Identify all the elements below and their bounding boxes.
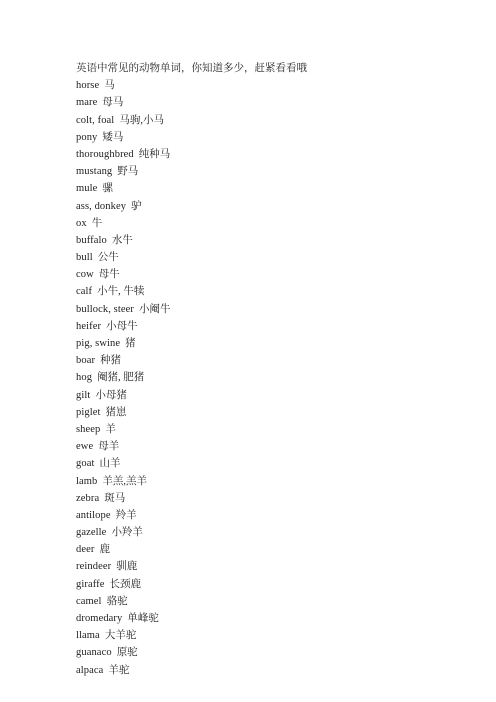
chinese-meaning: 羚羊 [115, 509, 137, 521]
english-word: antilope [76, 509, 111, 521]
vocab-entry [76, 180, 456, 197]
chinese-meaning: 阉猪, 肥猪 [97, 372, 145, 384]
vocab-entry [76, 146, 456, 163]
document-content [76, 60, 456, 679]
vocab-entry [76, 524, 456, 541]
english-word: goat [76, 458, 95, 470]
english-word: dromedary [76, 613, 123, 624]
vocab-entry [76, 662, 456, 679]
vocab-entry [76, 627, 456, 644]
chinese-meaning: 羊羔,羔羊 [102, 475, 148, 487]
vocab-entry [76, 94, 456, 111]
english-word: alpaca [76, 664, 104, 676]
english-word: ewe [76, 441, 94, 453]
english-word: llama [76, 630, 100, 642]
english-word: colt, foal [76, 114, 115, 126]
english-word: hog [76, 372, 93, 384]
vocab-entry [76, 644, 456, 661]
chinese-meaning: 鹿 [99, 544, 110, 556]
document-title: 英语中常见的动物单词，你知道多少，赶紧看看哦 [76, 63, 307, 74]
chinese-meaning: 母羊 [98, 441, 120, 453]
english-word: cow [76, 269, 94, 281]
english-word: horse [76, 80, 100, 92]
vocab-entry [76, 387, 456, 404]
english-word: thoroughbred [76, 148, 134, 160]
chinese-meaning: 野马 [117, 166, 139, 178]
vocab-entry [76, 352, 456, 369]
vocab-entry [76, 301, 456, 318]
english-word: giraffe [76, 578, 105, 590]
vocab-entry [76, 232, 456, 249]
chinese-meaning: 羊 [105, 423, 116, 435]
vocab-entry [76, 215, 456, 232]
vocab-entry [76, 421, 456, 438]
chinese-meaning: 骡 [102, 183, 113, 195]
english-word: mustang [76, 166, 113, 178]
vocab-entry [76, 198, 456, 215]
vocab-entry [76, 455, 456, 472]
chinese-meaning: 驴 [131, 200, 142, 212]
vocabulary-list [76, 77, 456, 679]
vocab-entry [76, 335, 456, 352]
english-word: reindeer [76, 561, 112, 573]
vocab-entry [76, 593, 456, 610]
vocab-entry [76, 318, 456, 335]
chinese-meaning: 山羊 [99, 458, 121, 470]
vocab-entry [76, 163, 456, 180]
chinese-meaning: 小牛, 牛犊 [97, 286, 145, 298]
chinese-meaning: 长颈鹿 [109, 578, 141, 590]
english-word: mule [76, 183, 98, 195]
chinese-meaning: 母牛 [98, 269, 120, 281]
english-word: gazelle [76, 527, 107, 539]
chinese-meaning: 猪 [125, 338, 136, 349]
vocab-entry [76, 112, 456, 129]
vocab-entry [76, 541, 456, 558]
english-word: bull [76, 252, 93, 264]
vocab-entry [76, 283, 456, 300]
english-word: zebra [76, 492, 100, 504]
chinese-meaning: 大羊驼 [104, 630, 137, 642]
chinese-meaning: 小母猪 [95, 389, 127, 401]
english-word: bullock, steer [76, 303, 134, 315]
vocab-entry [76, 558, 456, 575]
english-word: boar [76, 355, 96, 367]
chinese-meaning: 单峰驼 [127, 613, 159, 624]
vocab-entry [76, 610, 456, 627]
english-word: mare [76, 97, 98, 109]
chinese-meaning: 猪崽 [105, 406, 127, 418]
english-word: ass, donkey [76, 200, 127, 212]
chinese-meaning: 骆驼 [106, 595, 128, 607]
vocab-entry [76, 77, 456, 94]
chinese-meaning: 小羚羊 [111, 527, 143, 539]
english-word: heifer [76, 320, 102, 332]
chinese-meaning: 母马 [102, 97, 124, 109]
chinese-meaning: 矮马 [102, 131, 124, 143]
english-word: calf [76, 286, 93, 298]
english-word: pig, swine [76, 338, 121, 349]
english-word: pony [76, 131, 98, 143]
english-word: buffalo [76, 234, 107, 246]
vocab-entry [76, 266, 456, 283]
chinese-meaning: 纯种马 [138, 148, 171, 160]
chinese-meaning: 羊驼 [108, 664, 130, 676]
english-word: ox [76, 217, 87, 229]
vocab-entry [76, 129, 456, 146]
vocab-entry [76, 249, 456, 266]
chinese-meaning: 种猪 [100, 355, 122, 367]
english-word: camel [76, 595, 102, 607]
chinese-meaning: 牛 [91, 217, 103, 229]
english-word: deer [76, 544, 95, 556]
chinese-meaning: 公牛 [97, 252, 119, 264]
vocab-entry [76, 507, 456, 524]
vocab-entry [76, 490, 456, 507]
vocab-entry [76, 576, 456, 593]
english-word: guanaco [76, 647, 112, 659]
english-word: lamb [76, 475, 98, 487]
chinese-meaning: 小母牛 [106, 320, 138, 332]
vocab-entry [76, 404, 456, 421]
chinese-meaning: 斑马 [104, 492, 126, 504]
vocab-entry [76, 473, 456, 490]
english-word: piglet [76, 406, 101, 418]
vocab-entry [76, 369, 456, 386]
chinese-meaning: 水牛 [111, 234, 133, 246]
chinese-meaning: 驯鹿 [116, 561, 138, 573]
chinese-meaning: 马 [104, 80, 115, 92]
english-word: gilt [76, 389, 91, 401]
english-word: sheep [76, 423, 101, 435]
chinese-meaning: 原驼 [116, 647, 138, 659]
chinese-meaning: 马驹,小马 [119, 114, 164, 126]
chinese-meaning: 小阉牛 [138, 303, 171, 315]
vocab-entry [76, 438, 456, 455]
